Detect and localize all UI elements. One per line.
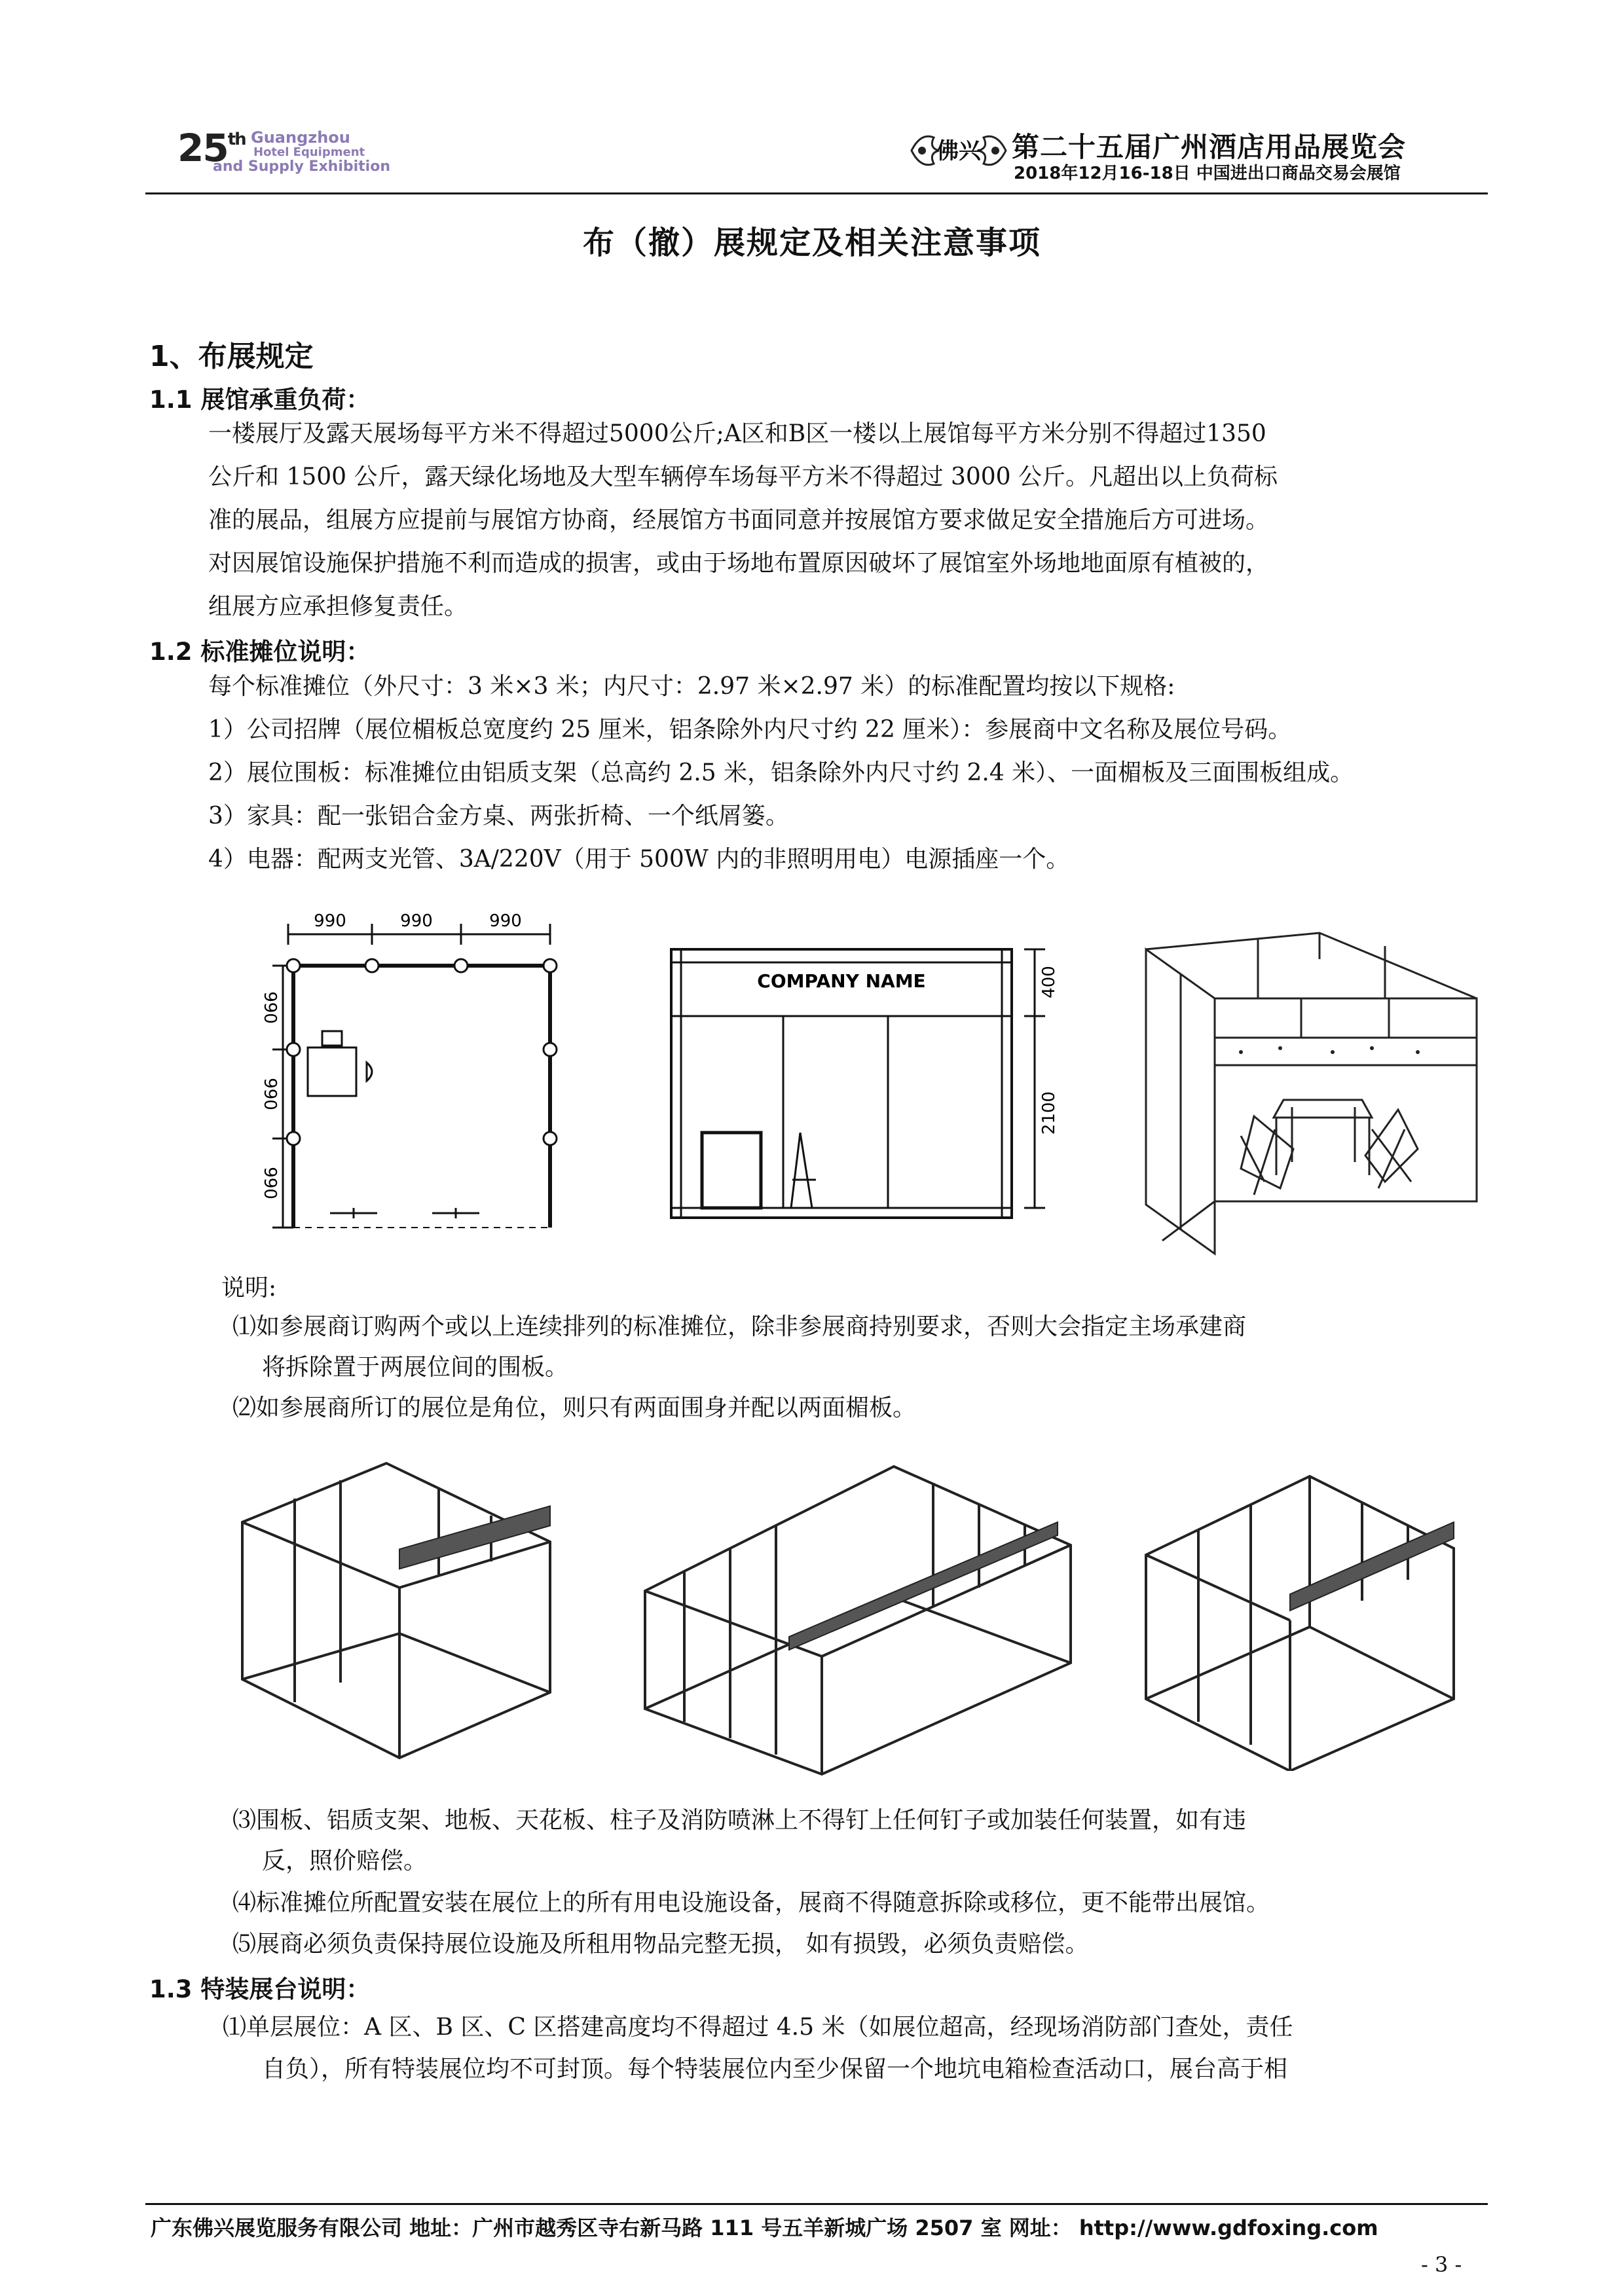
dim-label: 990 xyxy=(400,911,433,931)
subsection-heading-1-2: 1.2 标准摊位说明： xyxy=(149,638,371,666)
booth-elevation-diagram xyxy=(661,943,1067,1231)
footer-divider xyxy=(145,2203,1488,2205)
text-line: 1）公司招牌（展位楣板总宽度约 25 厘米，铝条除外内尺寸约 22 厘米）：参展商中文名称及展位号码。 xyxy=(208,716,1292,743)
text-line: 组展方应承担修复责任。 xyxy=(208,593,468,620)
text-line: 自负），所有特装展位均不可封顶。每个特装展位内至少保留一个地坑电箱检查活动口，展台高于相 xyxy=(262,2056,1288,2083)
document-title: 布（撤）展规定及相关注意事项 xyxy=(582,225,1041,261)
paragraph-1-1 xyxy=(208,412,1278,629)
footer-company-info: 广东佛兴展览服务有限公司 地址：广州市越秀区寺右新马路 111 号五羊新城广场 2507 室 网址： http://www.gdfoxing.com xyxy=(151,2215,1378,2240)
note-5: ⑸展商必须负责保持展位设施及所租用物品完整无损， 如有损毁，必须负责赔偿。 xyxy=(232,1931,1089,1958)
text-line: 对因展馆设施保护措施不利而造成的损害，或由于场地布置原因破坏了展馆室外场地地面原有植被的， xyxy=(208,550,1270,577)
text-line: ⑴单层展位：A 区、B 区、C 区搭建高度均不得超过 4.5 米（如展位超高，经现场消防部门查处，责任 xyxy=(223,2014,1293,2041)
emblem-text: 佛兴 xyxy=(936,138,981,164)
header-divider xyxy=(145,192,1488,194)
logo-line-2: Hotel Equipment xyxy=(253,145,365,159)
dim-label: 990 xyxy=(260,1167,280,1199)
double-booth-frame-diagram xyxy=(638,1460,1084,1781)
text-line: 公斤和 1500 公斤，露天绿化场地及大型车辆停车场每平方米不得超过 3000 公斤。凡超出以上负荷标 xyxy=(208,464,1278,490)
text-line: 3）家具：配一张铝合金方桌、两张折椅、一个纸屑篓。 xyxy=(208,803,789,829)
company-name-sign: COMPANY NAME xyxy=(757,970,926,992)
dim-label: 400 xyxy=(1039,966,1059,998)
text-line: 每个标准摊位（外尺寸：3 米×3 米；内尺寸：2.97 米×2.97 米）的标准配置均按以下规格: xyxy=(208,673,1175,700)
dim-label: 990 xyxy=(314,911,346,931)
note-3: ⑶围板、铝质支架、地板、天花板、柱子及消防喷淋上不得钉上任何钉子或加装任何装置，如有违 xyxy=(232,1807,1247,1834)
section-heading: 1、布展规定 xyxy=(149,340,314,373)
note-2: ⑵如参展商所订的展位是角位，则只有两面围身并配以两面楣板。 xyxy=(232,1394,917,1421)
note-1: ⑴如参展商订购两个或以上连续排列的标准摊位，除非参展商持别要求，否则大会指定主场承建商 xyxy=(232,1313,1247,1340)
note-1-cont: 将拆除置于两展位间的围板。 xyxy=(262,1354,569,1381)
booth-floor-plan-diagram xyxy=(249,900,589,1241)
page-number: - 3 - xyxy=(1421,2252,1462,2277)
single-booth-frame-diagram xyxy=(236,1457,576,1771)
logo-number: 25th xyxy=(177,126,246,170)
notes-label: 说明: xyxy=(221,1275,277,1302)
note-4: ⑷标准摊位所配置安装在展位上的所有用电设施设备，展商不得随意拆除或移位，更不能带出展馆。 xyxy=(232,1889,1270,1916)
header-subtitle: 2018年12月16-18日 中国进出口商品交易会展馆 xyxy=(1014,164,1401,183)
exhibition-logo xyxy=(174,118,391,177)
text-line: 2）展位围板：标准摊位由铝质支架（总高约 2.5 米，铝条除外内尺寸约 2.4 米）、一面楣板及三面围板组成。 xyxy=(208,759,1354,786)
dim-label: 990 xyxy=(260,991,280,1024)
dim-label: 2100 xyxy=(1039,1091,1059,1135)
note-3-cont: 反，照价赔偿。 xyxy=(262,1848,428,1874)
booth-3d-view-diagram xyxy=(1136,913,1503,1267)
dim-label: 990 xyxy=(260,1078,280,1110)
subsection-heading-1-3: 1.3 特装展台说明： xyxy=(149,1975,371,2003)
logo-line-1: Guangzhou xyxy=(251,128,350,147)
header-title: 第二十五届广州酒店用品展览会 xyxy=(1012,131,1407,163)
text-line: 4）电器：配两支光管、3A/220V（用于 500W 内的非照明用电）电源插座一个。 xyxy=(208,846,1070,873)
subsection-heading-1-1: 1.1 展馆承重负荷： xyxy=(149,386,371,414)
foxing-emblem-icon xyxy=(909,128,1008,173)
text-line: 准的展品，组展方应提前与展馆方协商，经展馆方书面同意并按展馆方要求做足安全措施后方可进场。 xyxy=(208,507,1270,534)
logo-line-3: and Supply Exhibition xyxy=(213,158,391,175)
dim-label: 990 xyxy=(489,911,522,931)
corner-booth-frame-diagram xyxy=(1139,1463,1467,1771)
paragraph-1-2 xyxy=(208,665,1354,881)
text-line: 一楼展厅及露天展场每平方米不得超过5000公斤;A区和B区一楼以上展馆每平方米分别不得超过1350 xyxy=(208,420,1266,447)
